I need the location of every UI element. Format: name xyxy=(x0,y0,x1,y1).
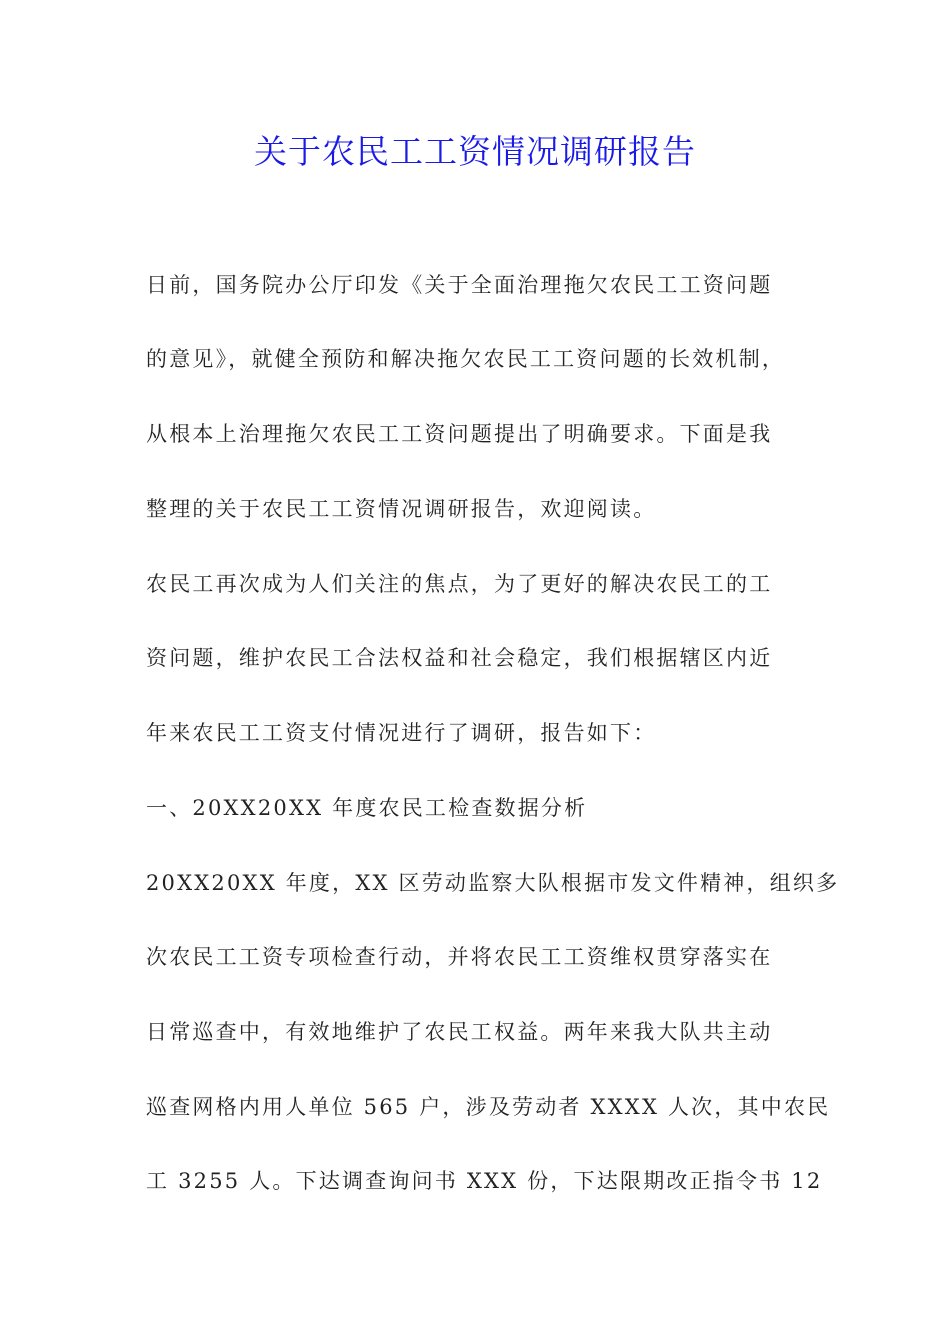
section-heading: 一、20XX20XX 年度农民工检查数据分析 xyxy=(146,796,588,820)
paragraph-line: 年来农民工工资支付情况进行了调研，报告如下： xyxy=(146,721,657,745)
paragraph-line: 农民工再次成为人们关注的焦点，为了更好的解决农民工的工 xyxy=(146,572,773,596)
paragraph-line: 巡查网格内用人单位 565 户，涉及劳动者 XXXX 人次，其中农民 xyxy=(146,1095,831,1119)
paragraph-line: 次农民工工资专项检查行动，并将农民工工资维权贯穿落实在 xyxy=(146,945,773,969)
paragraph-line: 整理的关于农民工工资情况调研报告，欢迎阅读。 xyxy=(146,497,657,521)
paragraph-line: 日前，国务院办公厅印发《关于全面治理拖欠农民工工资问题 xyxy=(146,273,773,297)
paragraph-line: 从根本上治理拖欠农民工工资问题提出了明确要求。下面是我 xyxy=(146,422,773,446)
document-title: 关于农民工工资情况调研报告 xyxy=(254,132,696,171)
paragraph-line: 资问题，维护农民工合法权益和社会稳定，我们根据辖区内近 xyxy=(146,646,773,670)
paragraph-line: 20XX20XX 年度，XX 区劳动监察大队根据市发文件精神，组织多 xyxy=(146,871,840,895)
paragraph-line: 工 3255 人。下达调查询问书 XXX 份，下达限期改正指令书 12 xyxy=(146,1169,823,1193)
paragraph-line: 日常巡查中，有效地维护了农民工权益。两年来我大队共主动 xyxy=(146,1020,773,1044)
paragraph-line: 的意见》，就健全预防和解决拖欠农民工工资问题的长效机制， xyxy=(146,347,786,371)
